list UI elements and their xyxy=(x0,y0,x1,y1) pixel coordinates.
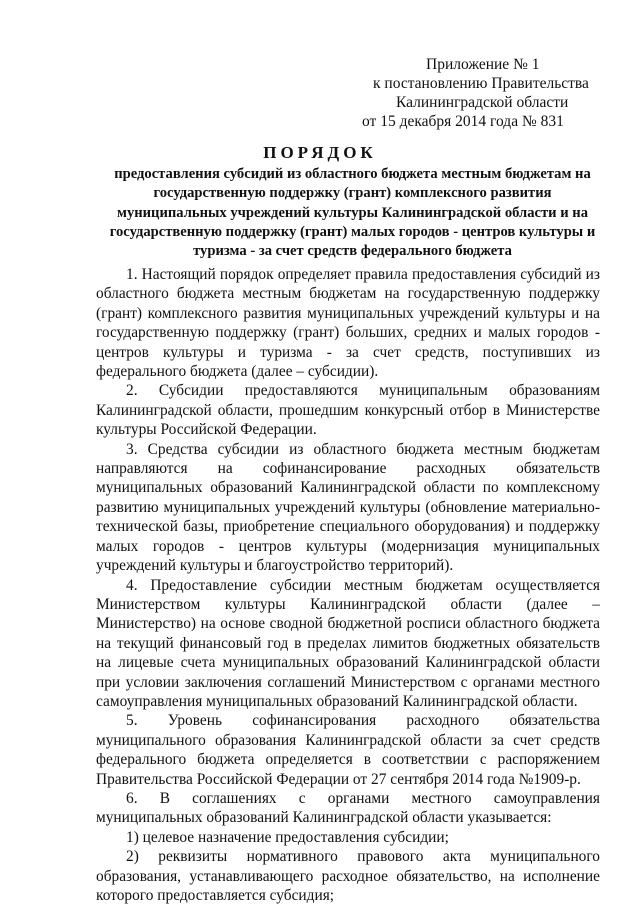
document-title: ПОРЯДОК xyxy=(263,143,377,162)
document-body xyxy=(96,265,600,905)
paragraph-1: 1. Настоящий порядок определяет правила предоставления субсидий из областного бюджета местным бюджетам на государственную поддержку (грант) комплексного развития муниципальных учреждений культуры и на государственную поддержку (грант) больших, средних и малых городов - центров культуры и туризма - за счет средств, поступивших из федерального бюджета (далее – субсидии). xyxy=(96,266,600,381)
document-subtitle: предоставления субсидий из областного бюджета местным бюджетам на государственную поддержку (грант) комплексного развития муниципальных учреждений культуры Калининградской области и на государственную поддержку (грант) малых городов - центров культуры и туризма - за счет средств федерального бюджета xyxy=(109,166,596,260)
appendix-reference: к постановлению Правительства xyxy=(373,75,589,92)
paragraph-6-item-1: 1) целевое назначение предоставления субсидии; xyxy=(126,828,449,846)
appendix-header xyxy=(360,55,620,131)
appendix-number: Приложение № 1 xyxy=(426,56,540,73)
paragraph-4: 4. Предоставление субсидии местным бюджетам осуществляется Министерством культуры Калининградской области (далее – Министерство) на основе сводной бюджетной росписи областного бюджета на текущий финансовый год в пределах лимитов бюджетных обязательств на лицевые счета муниципальных образований Калининградской области при условии заключения соглашений Министерством с органами местного самоуправления муниципальных образований Калининградской области. xyxy=(96,576,600,710)
paragraph-2: 2. Субсидии предоставляются муниципальным образованиям Калининградской области, прошедшим конкурсный отбор в Министерстве культуры Российской Федерации. xyxy=(96,382,600,439)
appendix-region: Калининградской области xyxy=(396,94,569,111)
paragraph-6: 6. В соглашениях с органами местного самоуправления муниципальных образований Калининградской области указывается: xyxy=(96,789,600,827)
paragraph-6-item-2: 2) реквизиты нормативного правового акта муниципального образования, устанавливающего расходное обязательство, на исполнение которого предоставляется субсидия; xyxy=(96,848,600,904)
appendix-date-number: от 15 декабря 2014 года № 831 xyxy=(362,113,564,130)
paragraph-5: 5. Уровень софинансирования расходного обязательства муниципального образования Калининградской области за счет средств федерального бюджета определяется в соответствии с распоряжением Правительства Российской Федерации от 27 сентября 2014 года №1909-р. xyxy=(96,712,600,788)
paragraph-3: 3. Средства субсидии из областного бюджета местным бюджетам направляются на софинансирование расходных обязательств муниципальных образований Калининградской области по комплексному развитию муниципальных учреждений культуры (обновление материально-технической базы, приобретение специального оборудования) и поддержку малых городов - центров культуры (модернизация муниципальных учреждений культуры и благоустройство территорий). xyxy=(96,440,600,575)
